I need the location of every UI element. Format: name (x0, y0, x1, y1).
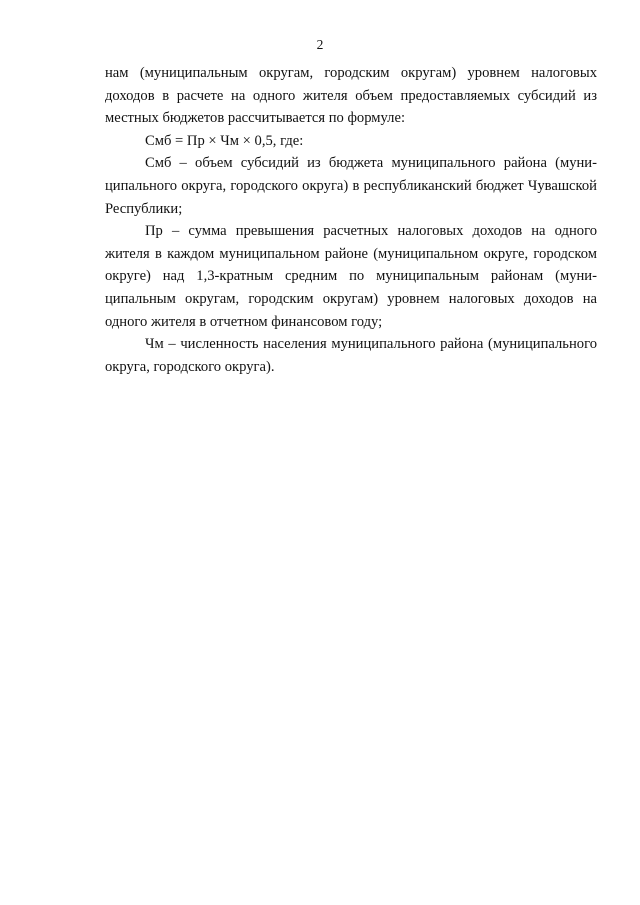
document-body (105, 62, 597, 378)
paragraph-continuation: нам (муниципальным округам, городским округам) уровнем налоговых доходов в расчете на одного жителя объем предоставляемых субсидий из местных бюджетов рассчитывается по формуле: (105, 65, 597, 127)
definition-smb: Смб – объем субсидий из бюджета муниципального района (муниципального округа, городского округа) в республиканский бюджет Чувашской Республики; (105, 155, 597, 217)
page-number: 2 (316, 37, 324, 52)
definition-pr: Пр – сумма превышения расчетных налоговых доходов на одного жителя в каждом муниципальном районе (муниципальном округе, городском округе) над 1,3-кратным средним по муниципальным районам (муниципальным округам, городским округам) уровнем налоговых доходов на одного жителя в отчетном финансовом году; (105, 223, 597, 330)
formula-line: Смб = Пр × Чм × 0,5, где: (145, 132, 304, 149)
definition-chm: Чм – численность населения муниципального района (муниципального округа, городского округа). (105, 336, 597, 375)
